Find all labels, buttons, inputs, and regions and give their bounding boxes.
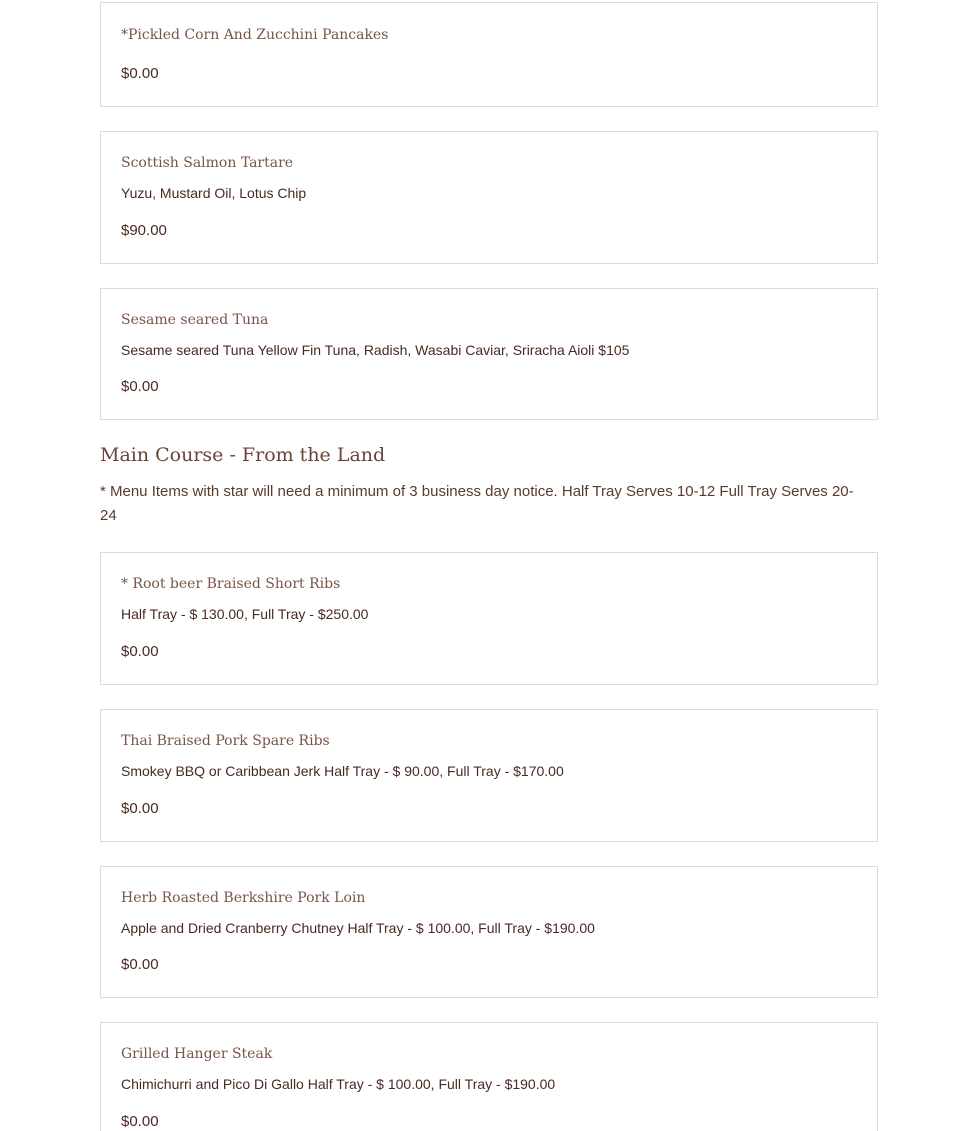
item-description: Half Tray - $ 130.00, Full Tray - $250.00 — [121, 606, 369, 622]
item-name: Sesame seared Tuna — [121, 312, 269, 328]
item-name: Herb Roasted Berkshire Pork Loin — [121, 890, 366, 906]
menu-item-card[interactable] — [100, 1022, 878, 1131]
item-name: * Root beer Braised Short Ribs — [121, 576, 341, 592]
item-price: $90.00 — [121, 222, 167, 239]
menu-item-card[interactable] — [100, 866, 878, 998]
menu-item-card[interactable] — [100, 2, 878, 107]
item-name: Scottish Salmon Tartare — [121, 155, 294, 171]
item-name: Grilled Hanger Steak — [121, 1046, 273, 1062]
item-price: $0.00 — [121, 378, 159, 395]
item-price: $0.00 — [121, 65, 159, 82]
item-price: $0.00 — [121, 1113, 159, 1130]
item-description: Sesame seared Tuna Yellow Fin Tuna, Radish, Wasabi Caviar, Sriracha Aioli $105 — [121, 342, 630, 358]
item-description: Apple and Dried Cranberry Chutney Half Tray - $ 100.00, Full Tray - $190.00 — [121, 920, 595, 936]
section-title: Main Course - From the Land — [100, 444, 386, 466]
item-name: Thai Braised Pork Spare Ribs — [121, 733, 330, 749]
menu-item-card[interactable] — [100, 131, 878, 264]
item-description: Smokey BBQ or Caribbean Jerk Half Tray - $ 90.00, Full Tray - $170.00 — [121, 763, 564, 779]
item-description: Yuzu, Mustard Oil, Lotus Chip — [121, 185, 307, 201]
item-price: $0.00 — [121, 956, 159, 973]
item-description: Chimichurri and Pico Di Gallo Half Tray - $ 100.00, Full Tray - $190.00 — [121, 1076, 556, 1092]
section-note: * Menu Items with star will need a minimum of 3 business day notice. Half Tray Serves 10-12 Full Tray Serves 20-24 — [100, 483, 854, 524]
item-name: *Pickled Corn And Zucchini Pancakes — [121, 27, 389, 43]
menu-item-card[interactable] — [100, 288, 878, 420]
menu-item-card[interactable] — [100, 552, 878, 685]
item-price: $0.00 — [121, 643, 159, 660]
item-price: $0.00 — [121, 800, 159, 817]
menu-item-card[interactable] — [100, 709, 878, 842]
